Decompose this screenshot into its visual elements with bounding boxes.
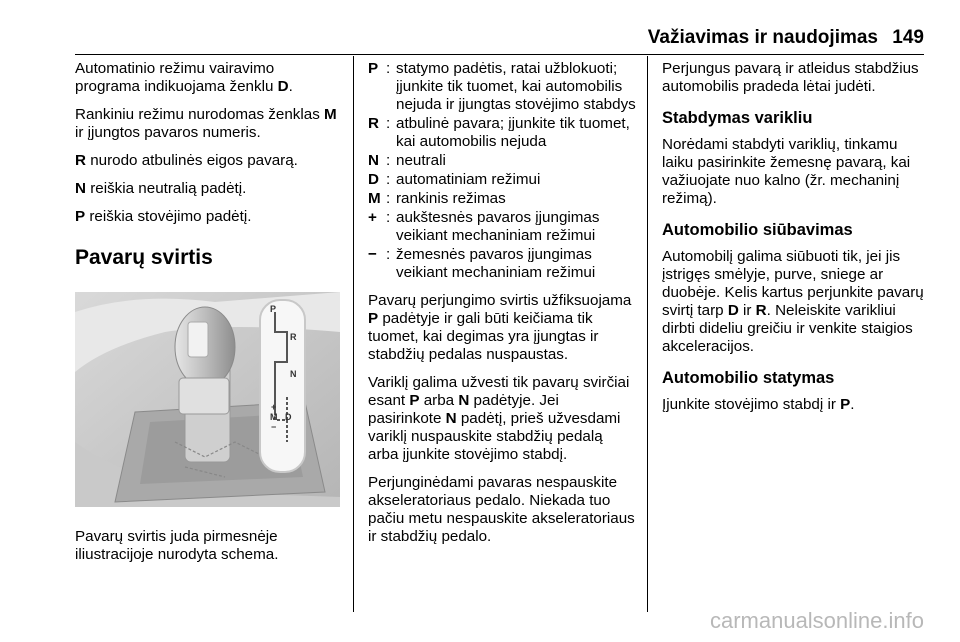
paragraph-engine-start: Variklį galima užvesti tik pavarų svirčiai esant P arba N padėtyje. Jei pasirinkote N padėtį, prieš užvesdami variklį nuspauskite stabdžių pedalą arba įjunkite stovėjimo stabdį.: [368, 374, 630, 463]
def-sep: :: [386, 246, 391, 263]
page-number: 149: [892, 27, 924, 48]
paragraph-parking: Įjunkite stovėjimo stabdį ir P.: [662, 396, 855, 413]
def-text-plus: aukštesnės pavaros įjungimas veikiant mechaniniam režimui: [396, 209, 600, 244]
def-sep: :: [386, 171, 391, 188]
gear-label-d: D: [285, 412, 292, 422]
gear-lever-illustration: [75, 292, 340, 507]
def-key-r: R: [368, 115, 379, 132]
gear-label-p: P: [270, 304, 277, 314]
paragraph-rocking: Automobilį galima siūbuoti tik, jei jis įstrigęs smėlyje, purve, sniege ar duobėje. Kelis kartus perjunkite pavarų svirtį tarp D ir R. Neleiskite varikliui dirbti dideliu greičiu ir venkite staigios akceleracijos.: [662, 248, 924, 355]
paragraph-engine-braking: Norėdami stabdyti variklių, tinkamu laiku pasirinkite žemesnę pavarą, kai važiuojate nuo kalno (žr. mechaninį režimą).: [662, 136, 911, 207]
heading-engine-braking: Stabdymas varikliu: [662, 109, 813, 127]
gear-label-m: M: [270, 412, 278, 422]
column-1: [75, 60, 343, 574]
column-3: [662, 60, 930, 424]
paragraph-p: P reiškia stovėjimo padėtį.: [75, 208, 252, 225]
column-divider-2: [647, 56, 648, 612]
def-sep: :: [386, 60, 391, 77]
heading-parking: Automobilio statymas: [662, 369, 835, 387]
def-sep: :: [386, 115, 391, 132]
paragraph-n: N reiškia neutralią padėtį.: [75, 180, 247, 197]
def-key-m: M: [368, 190, 381, 207]
paragraph-pedal-warning: Perjunginėdami pavaras nespauskite akseleratoriaus pedalo. Niekada tuo pačiu metu nespauskite akseleratoriaus ir stabdžių pedalo.: [368, 474, 635, 545]
def-text-d: automatiniam režimui: [396, 171, 541, 188]
def-text-n: neutrali: [396, 152, 446, 169]
def-sep: :: [386, 209, 391, 226]
def-text-minus: žemesnės pavaros įjungimas veikiant mechaniniam režimui: [396, 246, 596, 281]
section-heading-gear-lever: Pavarų svirtis: [75, 246, 213, 269]
header-divider: [75, 54, 924, 55]
paragraph-creep: Perjungus pavarą ir atleidus stabdžius automobilis pradeda lėtai judėti.: [662, 60, 919, 95]
def-key-d: D: [368, 171, 379, 188]
paragraph-manual-mode: Rankiniu režimu nurodomas ženklas M ir įjungtos pavaros numeris.: [75, 106, 337, 141]
gear-label-plus: +: [271, 402, 277, 412]
def-key-p: P: [368, 60, 379, 77]
paragraph-auto-mode: Automatinio režimu vairavimo programa indikuojama ženklu D.: [75, 60, 293, 95]
gear-label-r: R: [290, 332, 297, 342]
gear-label-minus: −: [271, 422, 277, 432]
paragraph-lever-lock: Pavarų perjungimo svirtis užfiksuojama P padėtyje ir gali būti keičiama tik tuomet, kai degimas yra įjungtas ir stabdžių pedalas nuspaustas.: [368, 292, 632, 363]
figure-caption: Pavarų svirtis juda pirmesnėje iliustracijoje nurodyta schema.: [75, 528, 279, 563]
def-key-plus: +: [368, 209, 377, 226]
def-text-m: rankinis režimas: [396, 190, 506, 207]
def-key-n: N: [368, 152, 379, 169]
gear-definitions: [368, 60, 636, 282]
page-header-title: Važiavimas ir naudojimas: [647, 27, 878, 48]
def-sep: :: [386, 152, 391, 169]
def-text-p: statymo padėtis, ratai užblokuoti; įjunkite tik tuomet, kai automobilis nejuda ir įjungtas stovėjimo stabdys: [396, 60, 636, 113]
def-key-minus: −: [368, 246, 377, 263]
column-2: [368, 60, 636, 556]
watermark: carmanualsonline.info: [709, 608, 924, 633]
def-sep: :: [386, 190, 391, 207]
paragraph-r: R nurodo atbulinės eigos pavarą.: [75, 152, 298, 169]
gear-label-n: N: [290, 369, 297, 379]
column-divider-1: [353, 56, 354, 612]
heading-rocking: Automobilio siūbavimas: [662, 221, 853, 239]
def-text-r: atbulinė pavara; įjunkite tik tuomet, kai automobilis nejuda: [396, 115, 630, 150]
